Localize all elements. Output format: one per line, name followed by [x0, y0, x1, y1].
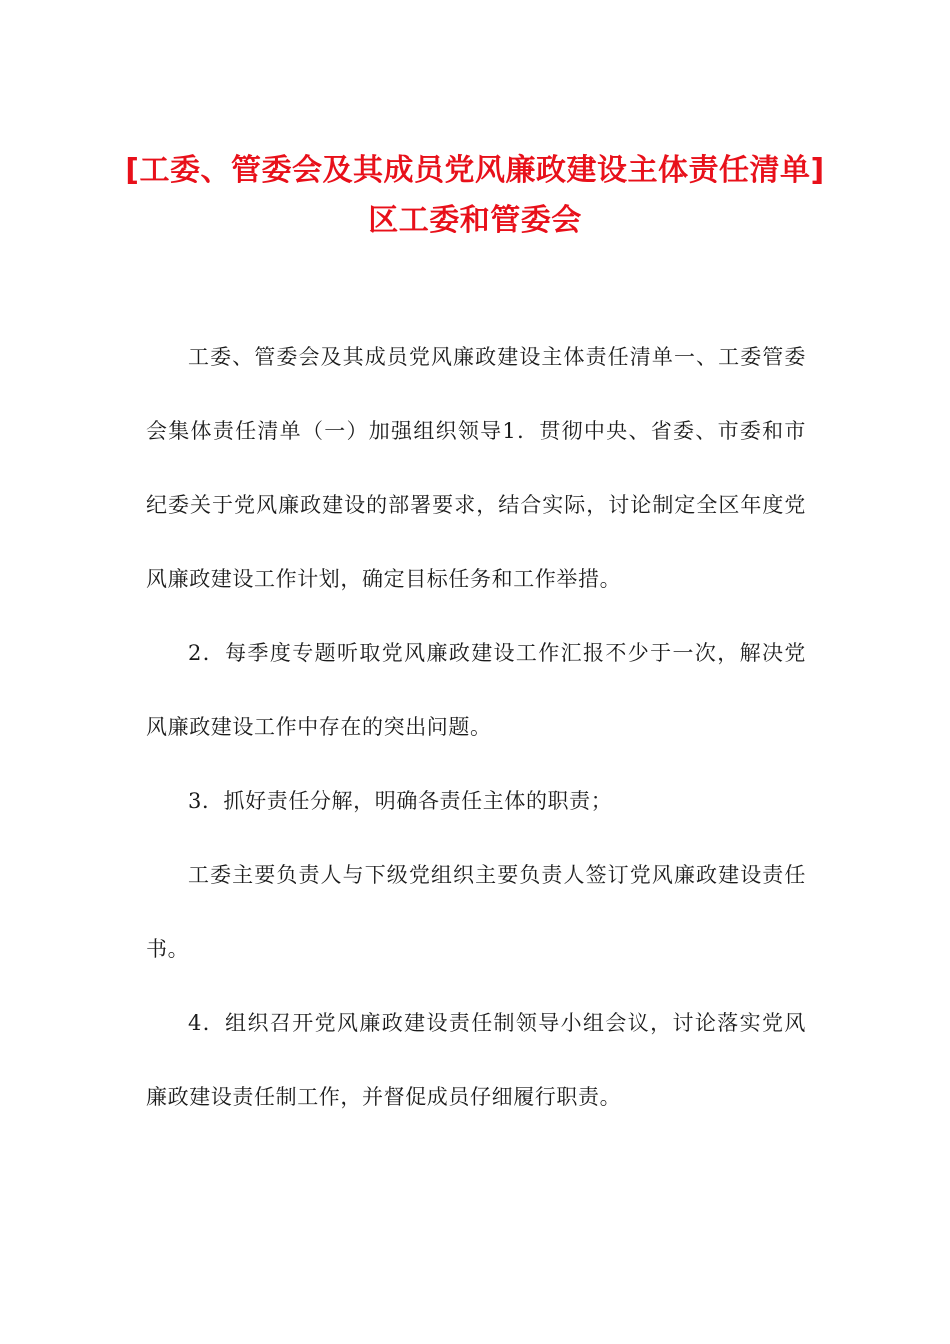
document-body: [146, 320, 806, 1134]
paragraph: 3．抓好责任分解，明确各责任主体的职责；: [188, 789, 613, 813]
paragraph: 工委、管委会及其成员党风廉政建设主体责任清单一、工委管委会集体责任清单（一）加强组织领导1．贯彻中央、省委、市委和市纪委关于党风廉政建设的部署要求，结合实际，讨论制定全区年度党风廉政建设工作计划，确定目标任务和工作举措。: [146, 345, 806, 591]
paragraph: 工委主要负责人与下级党组织主要负责人签订党风廉政建设责任书。: [146, 863, 806, 961]
paragraph: 4．组织召开党风廉政建设责任制领导小组会议，讨论落实党风廉政建设责任制工作，并督促成员仔细履行职责。: [146, 1011, 806, 1109]
document-title: [工委、管委会及其成员党风廉政建设主体责任清单] 区工委和管委会: [125, 153, 825, 238]
paragraph: 2．每季度专题听取党风廉政建设工作汇报不少于一次，解决党风廉政建设工作中存在的突出问题。: [146, 641, 806, 739]
